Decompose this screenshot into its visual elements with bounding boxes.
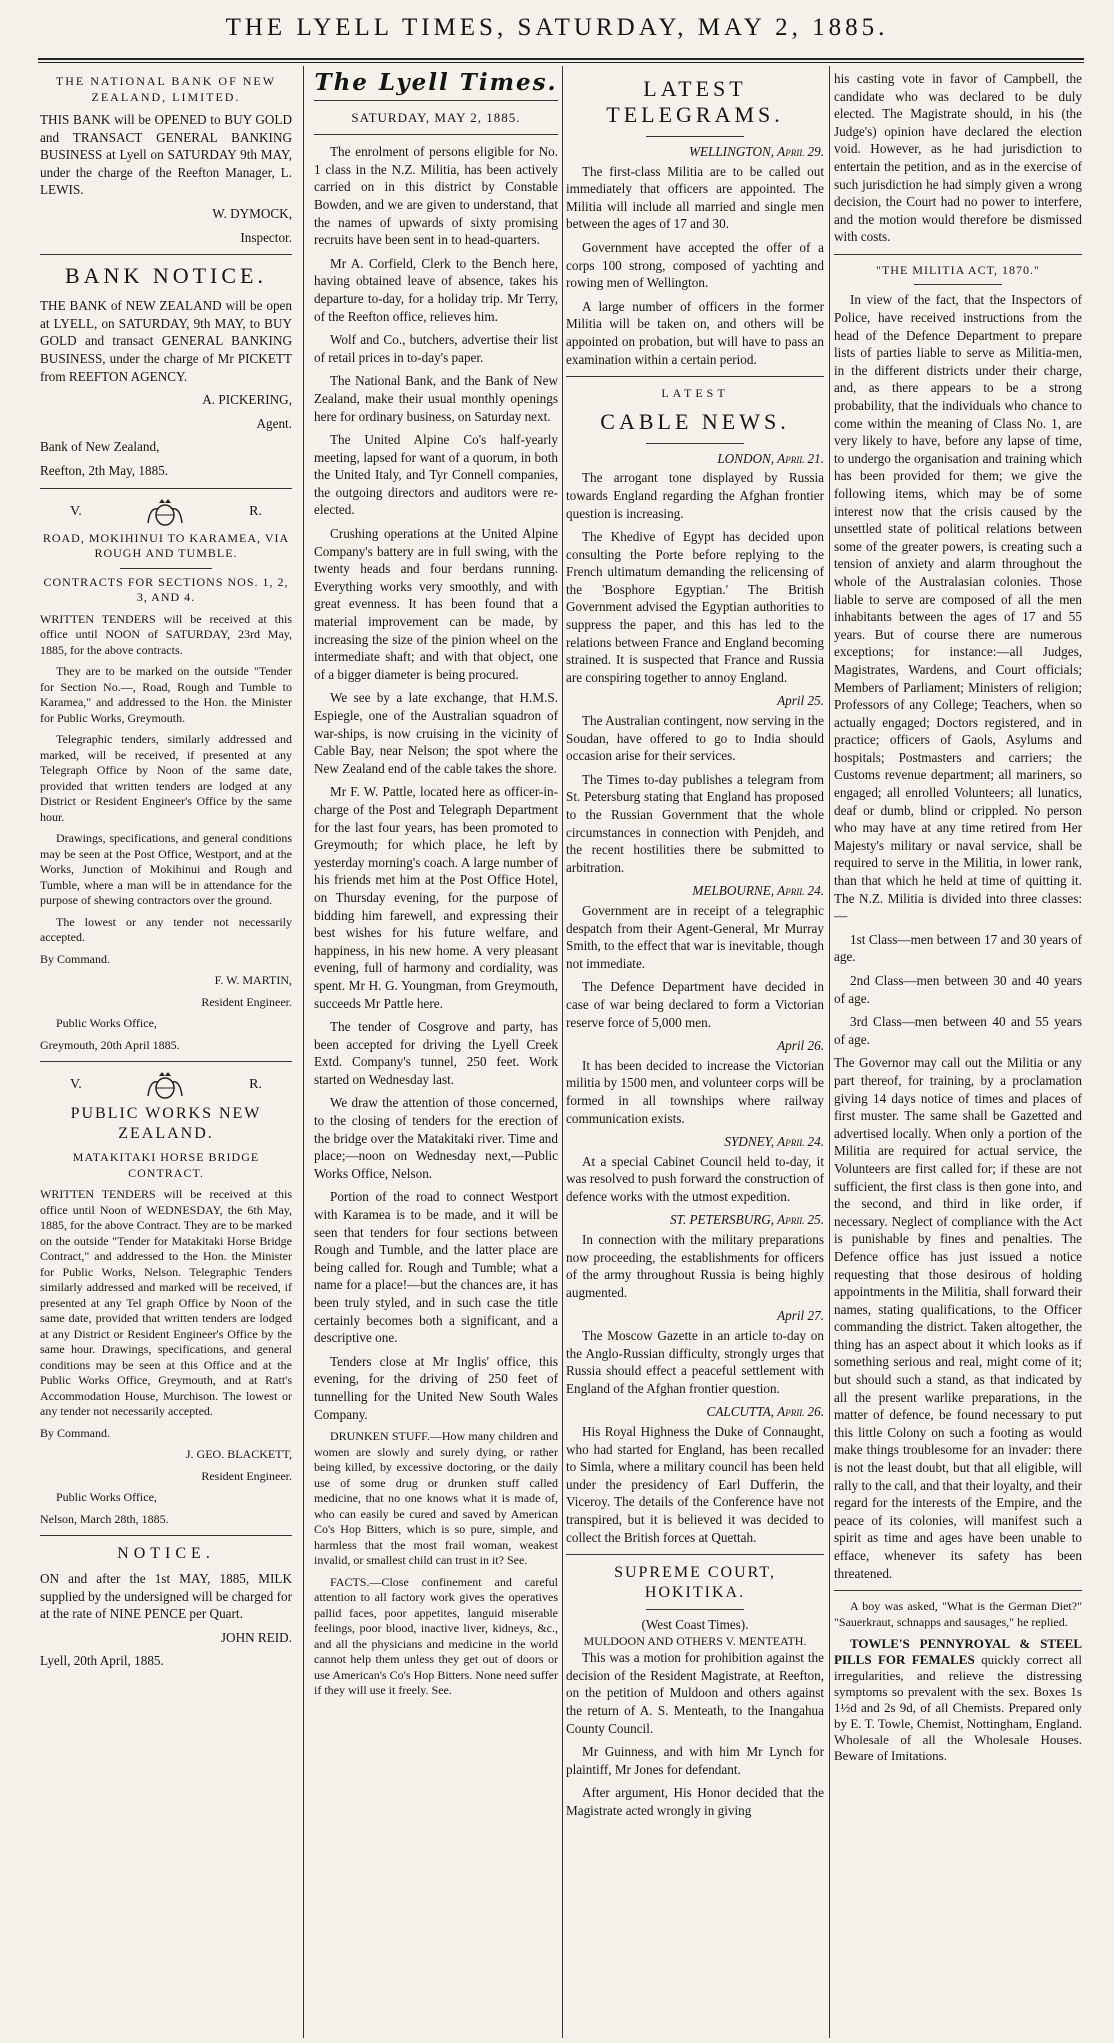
column-3 — [566, 70, 824, 2035]
dateline: SYDNEY, April 24. — [724, 1134, 824, 1150]
divider — [834, 1590, 1082, 1591]
road-subtitle: CONTRACTS FOR SECTIONS NOS. 1, 2, 3, AND 4. — [43, 574, 289, 604]
milk-notice-signature: JOHN REID. — [220, 1629, 292, 1645]
bridge-contract-title: MATAKITAKI HORSE BRIDGE CONTRACT. — [72, 1150, 260, 1180]
divider — [646, 136, 744, 137]
editorial-para-2: Mr A. Corfield, Clerk to the Bench here, having obtained leave of absence, takes his departure to-day, for a holiday trip. Mr Terry, of the Reefton office, relieves him. — [314, 255, 558, 324]
editorial-para-10: We draw the attention of those concerned, to the closing of tenders for the erection of the bridge over the Matakitaki river. Time and place;—noon on Wednesday next,—Public Works Office, Nelson. — [314, 1095, 558, 1181]
divider — [566, 1554, 824, 1555]
bank-notice-role: Agent. — [256, 415, 292, 431]
road-by-command: By Command. — [40, 951, 111, 966]
cable-para: In connection with the military preparations now proceeding, the establishments for officers of the army throughout Russia is being highly augmented. — [566, 1232, 824, 1300]
paper-title: The Lyell Times. — [314, 70, 558, 96]
column-divider — [562, 66, 563, 2038]
towle-pills-ad-body: quickly correct all irregularities, and relieve the distressing symptoms so prevalent with the sex. Boxes 1s 1½d and 2s 9d, of all Chemists. Prepared only by E. T. Towle, Chemist, Nottingham, England. Wholesale of all the Wholesale Houses. Beware of Imitations. — [834, 1652, 1082, 1764]
cable-para: The Times to-day publishes a telegram from St. Petersburg stating that England has proposed to the Russian Government that the whole circumstances in connection with Penjdeh, and the recent hostilities there be submitted to arbitration. — [566, 771, 824, 875]
court-source: (West Coast Times). — [641, 1617, 749, 1633]
bridge-signature: J. GEO. BLACKETT, — [185, 1447, 292, 1461]
divider — [314, 100, 558, 101]
road-date: Greymouth, 20th April 1885. — [40, 1037, 180, 1052]
masthead: THE LYELL TIMES, SATURDAY, MAY 2, 1885. — [225, 14, 889, 41]
road-para-1: WRITTEN TENDERS will be received at this office until NOON of SATURDAY, 23rd May, 1885, for the above contracts. — [40, 611, 292, 657]
cable-subtitle: LATEST — [661, 386, 729, 401]
bridge-office: Public Works Office, — [56, 1490, 157, 1504]
editorial-para-7: We see by a late exchange, that H.M.S. Espiegle, one of the Australian squadron of war-ships, is now cruising in the vicinity of Cable Bay, near Nelson; the spot where the New Zealand end of the cable takes the shore. — [314, 690, 558, 776]
divider — [120, 568, 212, 569]
cable-para: The Khedive of Egypt has decided upon consulting the Porte before replying to the French ultimatum demanding the relicensing of the 'Bosphore Egyptian.' The British Government advised the Egyptian authorities to suppress the paper, and this has led to the relations between France and England becoming strained. It is suspected that France and Russia are conspiring together to annoy England. — [566, 529, 824, 685]
national-bank-body: THIS BANK will be OPENED to BUY GOLD and TRANSACT GENERAL BANKING BUSINESS at Lyell on SATURDAY 9th MAY, under the charge of the Reefton Manager, L. LEWIS. — [40, 112, 292, 198]
road-para-3: Telegraphic tenders, similarly addressed and marked, will be received, if presented at any Telegraph Office by Noon of the same date, provided that written tenders are lodged at any District or Resident Engineer's Office by the same hour. — [40, 732, 292, 824]
bank-notice-signature: A. PICKERING, — [202, 392, 292, 408]
editorial-para-14: FACTS.—Close confinement and careful attention to all factory work gives the operatives pallid faces, poor appetites, languid miserable feelings, poor blood, inactive liver, kidneys, &c., and all the physicians and medicine in the world cannot help them unless they get out of doors or use American's Co's Hop Bitters. None need suffer if they will use it freely. See. — [314, 1574, 558, 1698]
arms-r: R. — [249, 1077, 262, 1093]
bank-notice-body: THE BANK of NEW ZEALAND will be open at LYELL, on SATURDAY, 9th MAY, to BUY GOLD and transact GENERAL BANKING BUSINESS, under the charge of Mr PICKETT from REEFTON AGENCY. — [40, 298, 292, 384]
cable-para: The arrogant tone displayed by Russia towards England regarding the Afghan frontier question is increasing. — [566, 470, 824, 521]
editorial-para-5: The United Alpine Co's half-yearly meeting, lapsed for want of a quorum, in both the United Italy, and Tyr Connell companies, the outgoing directors and auditors were re-elected. — [314, 432, 558, 518]
road-para-5: The lowest or any tender not necessarily accepted. — [40, 914, 292, 944]
dateline: April 27. — [777, 1308, 824, 1324]
telegram-para: Government have accepted the offer of a corps 100 strong, composed of yachting and rowing men of Wellington. — [566, 239, 824, 291]
road-para-4: Drawings, specifications, and general conditions may be seen at the Post Office, Westport, and at the Works, Junction of Mokihinui and Rough and Tumble, where a man will be in attendance for the purpose of shewing contractors over the ground. — [40, 831, 292, 907]
militia-para-1: In view of the fact, that the Inspectors of Police, have received instructions from the head of the Defence Department to prepare lists of parties liable to serve as Militia-men, in the different districts under their charge, and, as there appears to be a strong probability, that the individuals who chance to come within the meaning of Class No. 1, are very likely to have, before any lapse of time, to undergo the organisation and training which has been provided for them; we give the following items, which may be of some interest now that the crisis caused by the unsettled state of political relations between some of the greater powers, is creating such a tension of anxiety and alarm throughout the whole of the Australasian colonies. Those liable to serve are composed of all the men inhabitants between the ages of 17 and 55 years. But of course there are numerous exceptions; for instance:—all Judges, Magistrates, Wardens, and Court officials; Members of Parliament; Ministers of religion; Professors of any College; Teachers, when so actually engaged; Doctors registered, and in practice; officers of Gaols, Asylums and hospitals; Postmasters and carriers; the Customs revenue department; all mariners, so engaged; all enrolled Volunteers; all lunatics, deaf or dumb, blind or crippled. No person who may have at any time retired from Her Majesty's military or naval service, shall be required to serve in the Militia, in lower rank, than that which he held at time of quitting it. The N.Z. Militia is divided into three classes:— — [834, 292, 1082, 924]
column-1 — [40, 70, 292, 2035]
divider — [914, 284, 1002, 285]
telegram-para: A large number of officers in the former Militia will be taken on, and others will be appointed on probation, but will have to pass an examination within a certain period. — [566, 298, 824, 367]
court-para: This was a motion for prohibition against the decision of the Resident Magistrate, at Reefton, on the petition of Muldoon and others against the return of A. S. Menteath, to the Inangahua County Council. — [566, 1650, 824, 1736]
road-para-2: They are to be marked on the outside "Tender for Section No.—, Road, Rough and Tumble to Karamea," and addressed to the Hon. the Minister for Public Works, Greymouth. — [40, 664, 292, 725]
editorial-para-6: Crushing operations at the United Alpine Company's battery are in full swing, with the twenty heads and four berdans running. Everything works very smoothly, and with great evenness. It has been found that a material improvement can be made, by increasing the size of the pinion wheel on the intermediate shaft; and with that object, one of a bigger diameter is being procured. — [314, 526, 558, 682]
divider — [40, 488, 292, 489]
cable-para: The Australian contingent, now serving in the Soudan, have offered to go to India should occasion arise for their services. — [566, 713, 824, 764]
cable-para: It has been decided to increase the Victorian militia by 1500 men, and volunteer corps will be formed in all townships where railway communication exists. — [566, 1057, 824, 1126]
editorial-para-12: Tenders close at Mr Inglis' office, this evening, for the driving of 250 feet of tunnelling for the United New South Wales Company. — [314, 1353, 558, 1422]
royal-crest-icon — [142, 1070, 188, 1100]
cable-news-title: CABLE NEWS. — [600, 408, 790, 434]
column-divider — [303, 66, 304, 2038]
notice-title: NOTICE. — [117, 1545, 215, 1562]
militia-class-3: 3rd Class—men between 40 and 55 years of age. — [834, 1014, 1082, 1047]
column-divider — [829, 66, 830, 2038]
dateline: ST. PETERSBURG, April 25. — [669, 1212, 824, 1228]
divider — [646, 443, 744, 444]
masthead-rule-thin — [38, 62, 1084, 63]
militia-para-2: The Governor may call out the Militia or any part thereof, for training, by a proclamation giving 14 days notice of times and places of first muster. The same shall be Gazetted and advertised locally. When only a portion of the Militia are required for actual service, the Volunteers are first called for; if these are not sufficient, the first class is then gone into, and the second, and third in like order, if necessary. Neglect of compliance with the Act is punishable by fines and penalties. The Defence office has just issued a notice requesting that those desirous of holding appointments in the Militia, shall forward their names, stating qualifications, to the Officer commanding the district. Taken altogether, the thing has an aspect about it which looks as if something serious and real, might come of it; but should such a stand, as that indicated by all the present warlike preparations, in the matter of defence, be found necessary to put this little Colony on such a footing as would make things troublesome for an invader: there is not the least doubt, but that all eligible, will rally to the call, and that their loyalty, and their regard for the interests of the Empire, and the peace of its colonies, will manifest such a spirit as time and ages have been unable to efface, whenever its safety has been threatened. — [834, 1055, 1082, 1581]
court-continuation: his casting vote in favor of Campbell, the candidate who was declared to be duly elected. The Magistrate should, in his (the Judge's) opinion have declared the election void. However, as he had jurisdiction to entertain the petition, and as in the exercise of such jurisdiction he had simply given a wrong decision, the Court had no power to interfere, and the motion would therefore be dismissed with costs. — [834, 71, 1082, 245]
militia-class-2: 2nd Class—men between 30 and 40 years of age. — [834, 973, 1082, 1006]
arms-r: R. — [249, 503, 262, 519]
masthead-rule — [38, 58, 1084, 60]
bridge-by-command: By Command. — [40, 1425, 111, 1440]
divider — [314, 134, 558, 135]
divider — [646, 1609, 744, 1610]
militia-act-title: "THE MILITIA ACT, 1870." — [876, 262, 1040, 277]
national-bank-signature: W. DYMOCK, — [212, 205, 292, 221]
road-role: Resident Engineer. — [201, 994, 292, 1009]
cable-para: The Moscow Gazette in an article to-day on the Anglo-Russian difficulty, strongly urges that Russia should effect a peaceful settlement with England of the Afghan frontier question. — [566, 1328, 824, 1396]
cable-para: His Royal Highness the Duke of Connaught, who had started for England, has been recalled to Simla, where a military council has been held under the presidency of Earl Dufferin, the Viceroy. The details of the Conference have not transpired, but it is believed it was decided to collect the British forces at Quettah. — [566, 1424, 824, 1545]
bank-notice-title: BANK NOTICE. — [65, 263, 267, 289]
editorial-para-11: Portion of the road to connect Westport with Karamea is to be made, and it will be seen that tenders for four sections between Rough and Tumble, and the latter place are being called for. Rough and Tumble; what a name for a place!—but the chances are, it has been truly styled, and in such case the title certainly becomes both a significant, and a descriptive one. — [314, 1189, 558, 1346]
editorial-para-1: The enrolment of persons eligible for No. 1 class in the N.Z. Militia, has been actively carried on in this district by Constable Bowden, and we are given to understand, that the names of upwards of sixty promising recruits have been sent in to head-quarters. — [314, 144, 558, 248]
dateline: April 25. — [777, 693, 824, 709]
editorial-para-3: Wolf and Co., butchers, advertise their list of retail prices in to-day's paper. — [314, 332, 558, 365]
bridge-contract-body: WRITTEN TENDERS will be received at this office until Noon of WEDNESDAY, the 6th May, 1885, for the above Contract. They are to be marked on the outside "Tender for Matakitaki Horse Bridge Contract," and addressed to the Hon. the Minister for Public Works, Nelson. Telegraphic Tenders similarly addressed and marked will be received, if presented at any Tel graph Office by Noon of the same date, provided that written tenders are lodged at any District or Resident Engineer's Office by the same hour. Drawings, specifications, and general conditions may be seen at this Office and at the Public Works Office, Greymouth, and at Ratt's Accommodation House, Murchison. The lowest or any tender not necessarily accepted. — [40, 1187, 292, 1418]
cable-para: Government are in receipt of a telegraphic despatch from their Agent-General, Mr Murray Smith, to the effect that war is inevitable, though not immediate. — [566, 902, 824, 971]
divider — [566, 376, 824, 377]
column-2 — [314, 70, 558, 2035]
cable-para: At a special Cabinet Council held to-day, it was resolved to push forward the construction of defence works with the utmost expedition. — [566, 1153, 824, 1204]
court-title: SUPREME COURT, HOKITIKA. — [614, 1564, 776, 1602]
editorial-para-8: Mr F. W. Pattle, located here as officer-in-charge of the Post and Telegraph Department for the last four years, has been promoted to Greymouth; for which place, he left by yesterday morning's coach. A large number of his friends met him at the Post Office Hotel, on Thursday evening, for the purpose of bidding him farewell, and expressing their best wishes for his future welfare, and happiness, in his new home. A very pleasant evening, full of harmony and cordiality, was spent. Mr H. G. Youngman, from Greymouth, succeeds Mr Pattle here. — [314, 784, 558, 1011]
milk-notice-date: Lyell, 20th April, 1885. — [40, 1653, 164, 1669]
dateline: LONDON, April 21. — [717, 450, 824, 466]
bridge-date: Nelson, March 28th, 1885. — [40, 1511, 169, 1526]
cable-para: The Defence Department have decided in case of war being declared to form a Victorian reserve force of 5,000 men. — [566, 979, 824, 1030]
bank-notice-date: Reefton, 2th May, 1885. — [40, 462, 169, 478]
milk-notice-body: ON and after the 1st MAY, 1885, MILK supplied by the undersigned will be charged for at the rate of NINE PENCE per Quart. — [40, 1571, 292, 1622]
bridge-role: Resident Engineer. — [201, 1468, 292, 1483]
telegram-para: The first-class Militia are to be called out immediately that officers are appointed. The Militia will include all married and single men between the ages of 17 and 30. — [566, 163, 824, 232]
arms-v: V. — [70, 503, 82, 519]
road-title: ROAD, MOKIHINUI TO KARAMEA, VIA ROUGH AND TUMBLE. — [42, 530, 290, 560]
issue-date: SATURDAY, MAY 2, 1885. — [351, 109, 521, 125]
divider — [40, 1061, 292, 1062]
towle-pills-ad-title: TOWLE'S PENNYROYAL & STEEL PILLS FOR FEMALES — [834, 1636, 1082, 1668]
german-diet-joke: A boy was asked, "What is the German Diet?" "Sauerkraut, schnapps and sausages," he replied. — [834, 1599, 1082, 1629]
national-bank-role: Inspector. — [240, 229, 292, 245]
court-para: Mr Guinness, and with him Mr Lynch for plaintiff, Mr Jones for defendant. — [566, 1744, 824, 1777]
national-bank-title: THE NATIONAL BANK OF NEW ZEALAND, LIMITED. — [55, 74, 277, 104]
dateline: CALCUTTA, April 26. — [706, 1404, 824, 1420]
telegrams-title: LATEST TELEGRAMS. — [606, 76, 784, 127]
column-4 — [834, 70, 1082, 2035]
royal-arms — [70, 497, 262, 527]
public-works-title: PUBLIC WORKS NEW ZEALAND. — [70, 1105, 262, 1142]
divider — [40, 254, 292, 255]
editorial-para-13: DRUNKEN STUFF.—How many children and women are slowly and surely dying, or rather being killed, by excessive doctoring, or the daily use of some drug or drunken stuff called medicine, that no one knows what it is made of, who can easily be cured and saved by American Co's Hop Bitters, which is so pure, simple, and harmless that the most frail woman, weakest invalid, or smallest child can trust in it? See. — [314, 1429, 558, 1568]
editorial-para-9: The tender of Cosgrove and party, has been accepted for driving the Lyell Creek Extd. Company's tunnel, 250 feet. Work started on Wednesday last. — [314, 1019, 558, 1087]
divider — [40, 1535, 292, 1536]
arms-v: V. — [70, 1077, 82, 1093]
court-case: MULDOON AND OTHERS V. MENTEATH. — [583, 1633, 807, 1648]
bank-notice-place: Bank of New Zealand, — [40, 439, 160, 455]
militia-class-1: 1st Class—men between 17 and 30 years of age. — [834, 931, 1082, 965]
divider — [834, 254, 1082, 255]
court-para: After argument, His Honor decided that the Magistrate acted wrongly in giving — [566, 1785, 824, 1818]
royal-arms — [70, 1070, 262, 1100]
dateline: MELBOURNE, April 24. — [692, 883, 824, 899]
road-signature: F. W. MARTIN, — [214, 973, 292, 987]
editorial-para-4: The National Bank, and the Bank of New Zealand, make their usual monthly openings here for ordinary business, on Saturday next. — [314, 373, 558, 424]
royal-crest-icon — [142, 497, 188, 527]
dateline: April 26. — [777, 1038, 824, 1054]
road-office: Public Works Office, — [56, 1016, 157, 1030]
dateline: WELLINGTON, April 29. — [688, 144, 824, 159]
